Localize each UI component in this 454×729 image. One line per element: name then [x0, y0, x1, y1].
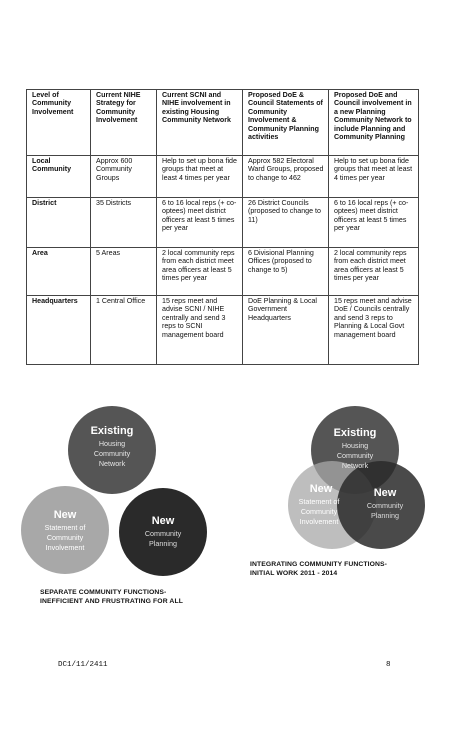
statement-title: New: [309, 483, 333, 495]
statement-title: New: [53, 509, 77, 521]
table-header-cell: Current NIHE Strategy for Community Involvement: [91, 90, 157, 156]
planning-sub-line: Planning: [371, 511, 399, 520]
existing-sub-line: Housing: [98, 439, 126, 448]
table-cell: 26 District Councils (proposed to change to 11): [243, 198, 329, 248]
planning-title: New: [151, 515, 175, 527]
table-cell: 6 Divisional Planning Offices (proposed to change to 5): [243, 248, 329, 296]
caption-line: INTEGRATING COMMUNITY FUNCTIONS-: [250, 561, 387, 568]
table-row: [27, 198, 419, 248]
caption-line: INITIAL WORK 2011 - 2014: [250, 570, 338, 577]
existing-sub-line: Network: [341, 461, 369, 470]
planning-sub-line: Community: [366, 501, 404, 510]
page-number: 8: [386, 661, 391, 669]
community-involvement-table: [26, 89, 419, 365]
statement-sub-line: Involvement: [45, 543, 85, 552]
table-cell: 6 to 16 local reps (+ co-optees) meet district officers at least 5 times per year: [157, 198, 243, 248]
caption-line: SEPARATE COMMUNITY FUNCTIONS-: [40, 589, 167, 596]
integrated-functions-caption: [250, 560, 387, 578]
statement-sub-line: Statement of: [44, 523, 86, 532]
statement-sub-line: Statement of: [298, 497, 340, 506]
table-cell: Headquarters: [27, 296, 91, 365]
planning-sub-line: Community: [144, 529, 182, 538]
table-cell: 35 Districts: [91, 198, 157, 248]
table-row: [27, 248, 419, 296]
table-cell: Approx 582 Electoral Ward Groups, proposed to change to 462: [243, 156, 329, 198]
statement-sub-line: Community: [46, 533, 84, 542]
statement-sub-line: Involvement: [299, 517, 339, 526]
table-header-cell: Current SCNI and NIHE involvement in existing Housing Community Network: [157, 90, 243, 156]
table-header-cell: Proposed DoE and Council involvement in a new Planning Community Network to include Planning and Community Planning: [329, 90, 419, 156]
document-reference: DC1/11/2411: [58, 661, 108, 669]
table-cell: 15 reps meet and advise DoE / Councils centrally and send 3 reps to Planning & Local Govt management board: [329, 296, 419, 365]
existing-sub-line: Community: [336, 451, 374, 460]
table-cell: DoE Planning & Local Government Headquarters: [243, 296, 329, 365]
existing-title: Existing: [90, 425, 134, 437]
table-row: [27, 296, 419, 365]
table-cell: Area: [27, 248, 91, 296]
table-header-cell: Proposed DoE & Council Statements of Community Involvement & Community Planning activities: [243, 90, 329, 156]
existing-sub-line: Housing: [341, 441, 369, 450]
existing-sub-line: Network: [98, 459, 126, 468]
separate-functions-caption: [40, 588, 183, 606]
statement-sub-line: Community: [300, 507, 338, 516]
separate-functions-diagram: [20, 400, 220, 590]
table-header-row: [27, 90, 419, 156]
table-cell: Help to set up bona fide groups that meet at least 4 times per year: [329, 156, 419, 198]
table-cell: Help to set up bona fide groups that meet at least 4 times per year: [157, 156, 243, 198]
table-cell: Approx 600 Community Groups: [91, 156, 157, 198]
existing-title: Existing: [333, 427, 377, 439]
table-cell: 2 local community reps from each district meet area officers at least 5 times per year: [157, 248, 243, 296]
planning-sub-line: Planning: [149, 539, 177, 548]
table-cell: Local Community: [27, 156, 91, 198]
table-row: [27, 156, 419, 198]
caption-line: INEFFICIENT AND FRUSTRATING FOR ALL: [40, 598, 183, 605]
table-header-cell: Level of Community Involvement: [27, 90, 91, 156]
table-cell: 2 local community reps from each district meet area officers at least 5 times per year: [329, 248, 419, 296]
table-cell: 6 to 16 local reps (+ co-optees) meet district officers at least 5 times per year: [329, 198, 419, 248]
planning-title: New: [373, 487, 397, 499]
table-cell: District: [27, 198, 91, 248]
table-cell: 1 Central Office: [91, 296, 157, 365]
integrated-functions-diagram: [275, 400, 445, 560]
existing-sub-line: Community: [93, 449, 131, 458]
table-cell: 15 reps meet and advise SCNI / NIHE centrally and send 3 reps to SCNI management board: [157, 296, 243, 365]
table-cell: 5 Areas: [91, 248, 157, 296]
